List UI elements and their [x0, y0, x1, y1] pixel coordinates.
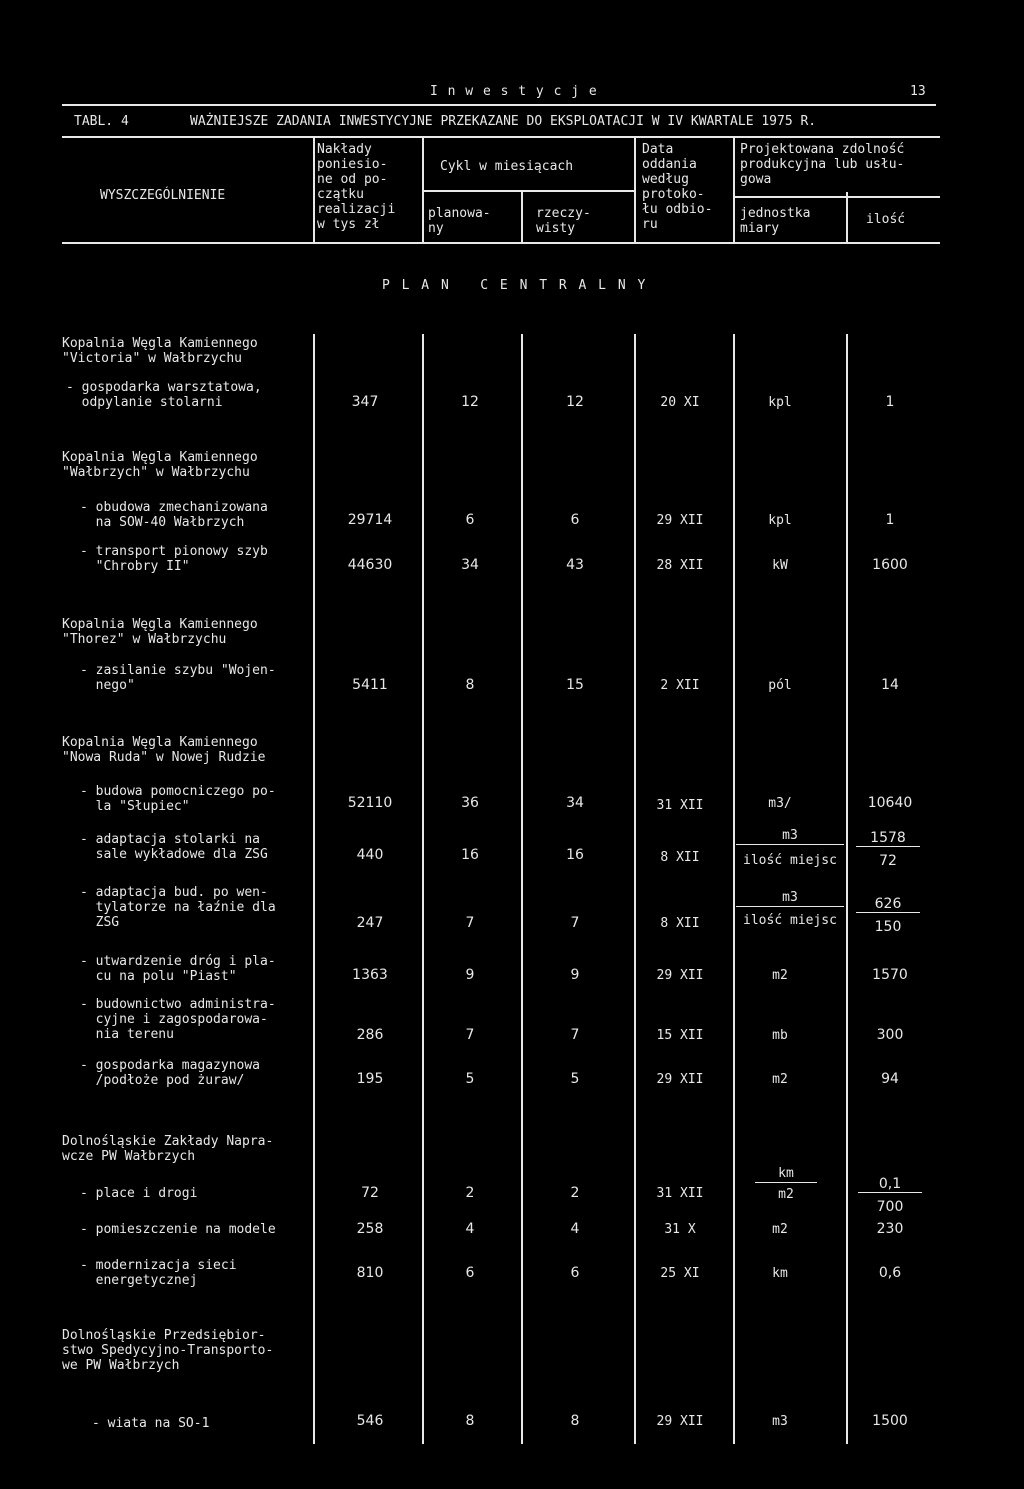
row-item: - obudowa zmechanizowana na SOW-40 Wałbrzych	[80, 500, 268, 530]
row-cost: 247	[356, 915, 384, 931]
group-heading: Dolnośląskie Przedsiębior- stwo Spedycyjno-Transporto- we PW Wałbrzych	[62, 1328, 274, 1373]
row-cycle-actual: 34	[566, 795, 584, 811]
header-subrule	[422, 190, 634, 192]
row-qty: 1570	[872, 967, 908, 983]
row-cycle-actual: 4	[570, 1221, 580, 1237]
row-cycle-actual: 16	[566, 847, 584, 863]
row-cycle-planned: 34	[461, 557, 479, 573]
row-date: 15 XII	[656, 1028, 704, 1043]
row-cost: 347	[351, 394, 379, 410]
col-header-qty: ilość	[866, 212, 906, 227]
row-item: - pomieszczenie na modele	[80, 1222, 276, 1237]
header-divider	[521, 192, 523, 242]
group-heading: Kopalnia Węgla Kamiennego "Nowa Ruda" w Nowej Rudzie	[62, 735, 266, 765]
row-date: 29 XII	[656, 1072, 704, 1087]
row-cost: 258	[356, 1221, 384, 1237]
row-cycle-actual: 6	[570, 512, 580, 528]
row-date: 29 XII	[656, 968, 704, 983]
row-cycle-actual: 43	[566, 557, 584, 573]
row-qty-bottom: 150	[874, 919, 902, 935]
row-cycle-actual: 7	[570, 1027, 580, 1043]
body-divider	[422, 334, 424, 1444]
col-header-cycle-planned: planowa- ny	[428, 206, 491, 236]
row-cycle-planned: 7	[465, 915, 475, 931]
row-item: - place i drogi	[80, 1186, 198, 1201]
row-qty-fraction	[856, 830, 920, 869]
row-qty: 1	[885, 394, 895, 410]
row-cycle-actual: 6	[570, 1265, 580, 1281]
row-unit: kpl	[768, 513, 792, 528]
row-unit-top: m3	[736, 828, 844, 845]
row-date: 29 XII	[656, 1414, 704, 1429]
page-number: 13	[910, 84, 926, 99]
row-cycle-planned: 36	[461, 795, 479, 811]
body-divider	[521, 334, 523, 1444]
row-cost: 1363	[352, 967, 388, 983]
row-unit: mb	[772, 1028, 788, 1043]
row-unit-top: m3	[736, 890, 844, 907]
row-qty-top: 1578	[856, 830, 920, 847]
row-item: - adaptacja bud. po wen- tylatorze na łaźnie dla ZSG	[80, 885, 276, 930]
row-cycle-actual: 12	[566, 394, 584, 410]
row-unit: kpl	[768, 395, 792, 410]
row-date: 29 XII	[656, 513, 704, 528]
row-cycle-planned: 9	[465, 967, 475, 983]
group-heading: Kopalnia Węgla Kamiennego "Thorez" w Wałbrzychu	[62, 617, 258, 647]
row-cycle-actual: 15	[566, 677, 584, 693]
group-heading: Kopalnia Węgla Kamiennego "Wałbrzych" w Wałbrzychu	[62, 450, 258, 480]
row-cycle-planned: 8	[465, 1413, 475, 1429]
row-qty: 230	[876, 1221, 904, 1237]
row-item: - gospodarka magazynowa /podłoże pod żuraw/	[80, 1058, 261, 1088]
row-qty-bottom: 72	[879, 853, 897, 869]
row-unit: m2	[772, 1072, 788, 1087]
row-date: 8 XII	[660, 916, 700, 931]
row-qty-bottom: 700	[876, 1199, 904, 1215]
col-header-capacity: Projektowana zdolność produkcyjna lub usłu- gowa	[740, 142, 905, 187]
row-item: - utwardzenie dróg i pla- cu na polu "Piast"	[80, 954, 276, 984]
row-unit: m3/	[768, 796, 792, 811]
row-cost: 546	[356, 1413, 384, 1429]
row-cycle-actual: 8	[570, 1413, 580, 1429]
row-cycle-planned: 6	[465, 1265, 475, 1281]
group-heading: Kopalnia Węgla Kamiennego "Victoria" w Wałbrzychu	[62, 336, 258, 366]
row-qty-top: 0,1	[858, 1176, 922, 1193]
row-qty: 300	[876, 1027, 904, 1043]
row-unit-fraction	[736, 828, 844, 869]
row-date: 20 XI	[660, 395, 700, 410]
row-cost: 72	[361, 1185, 379, 1201]
row-unit-bottom: ilość miejsc	[743, 913, 837, 928]
table-number: TABL. 4	[74, 114, 129, 129]
row-cycle-actual: 9	[570, 967, 580, 983]
header-top-rule	[62, 136, 940, 138]
row-item: - modernizacja sieci energetycznej	[80, 1258, 237, 1288]
row-item: - zasilanie szybu "Wojen- nego"	[80, 663, 276, 693]
col-header-unit: jednostka miary	[740, 206, 811, 236]
row-cost: 29714	[347, 512, 393, 528]
row-qty-top: 626	[856, 896, 920, 913]
row-item: - gospodarka warsztatowa, odpylanie stolarni	[66, 380, 262, 410]
row-unit: m2	[772, 1222, 788, 1237]
header-subrule	[733, 196, 940, 198]
col-header-item: WYSZCZEGÓLNIENIE	[100, 188, 226, 203]
row-unit-fraction	[755, 1166, 817, 1203]
col-header-cycle-actual: rzeczy- wisty	[536, 206, 591, 236]
row-unit: m3	[772, 1414, 788, 1429]
row-item: - budowa pomocniczego po- la "Słupiec"	[80, 784, 276, 814]
row-unit: m2	[772, 968, 788, 983]
row-qty: 94	[881, 1071, 899, 1087]
row-unit-bottom: m2	[778, 1187, 794, 1202]
row-item: - budownictwo administra- cyjne i zagospodarowa- nia terenu	[80, 997, 276, 1042]
row-cycle-planned: 7	[465, 1027, 475, 1043]
row-qty: 1600	[872, 557, 908, 573]
top-rule	[62, 104, 936, 106]
row-cycle-planned: 12	[461, 394, 479, 410]
header-bottom-rule	[62, 242, 940, 244]
table-title: WAŻNIEJSZE ZADANIA INWESTYCYJNE PRZEKAZANE DO EKSPLOATACJI W IV KWARTALE 1975 R.	[190, 114, 817, 129]
body-divider	[846, 334, 848, 1444]
header-divider	[733, 138, 735, 242]
row-qty: 1	[885, 512, 895, 528]
row-cycle-planned: 6	[465, 512, 475, 528]
row-cycle-planned: 2	[465, 1185, 475, 1201]
row-date: 28 XII	[656, 558, 704, 573]
row-cycle-actual: 7	[570, 915, 580, 931]
col-header-date: Data oddania według protoko- łu odbio- ru	[642, 142, 713, 232]
row-cost: 440	[356, 847, 384, 863]
row-cost: 52110	[347, 795, 393, 811]
row-cost: 5411	[352, 677, 388, 693]
row-qty: 14	[881, 677, 899, 693]
header-divider	[313, 138, 315, 242]
row-qty-fraction	[858, 1176, 922, 1215]
row-date: 31 X	[664, 1222, 696, 1237]
row-cycle-actual: 5	[570, 1071, 580, 1087]
row-cycle-planned: 8	[465, 677, 475, 693]
row-item: - adaptacja stolarki na sale wykładowe dla ZSG	[80, 832, 268, 862]
row-cycle-planned: 16	[461, 847, 479, 863]
row-qty: 10640	[867, 795, 913, 811]
row-unit: kW	[772, 558, 788, 573]
row-unit-fraction	[736, 890, 844, 929]
row-qty-fraction	[856, 896, 920, 935]
row-cost: 44630	[347, 557, 393, 573]
header-divider	[846, 192, 848, 242]
col-header-cycle: Cykl w miesiącach	[440, 159, 574, 174]
body-divider	[313, 334, 315, 1444]
row-qty: 1500	[872, 1413, 908, 1429]
row-cost: 195	[356, 1071, 384, 1087]
row-date: 8 XII	[660, 850, 700, 865]
row-date: 31 XII	[656, 1186, 704, 1201]
row-unit: pól	[768, 678, 792, 693]
body-divider	[634, 334, 636, 1444]
header-divider	[634, 138, 636, 242]
row-cost: 810	[356, 1265, 384, 1281]
row-unit: km	[772, 1266, 788, 1281]
row-unit-bottom: ilość miejsc	[743, 853, 837, 868]
row-cycle-planned: 5	[465, 1071, 475, 1087]
row-item: - wiata na SO-1	[92, 1416, 210, 1431]
row-item: - transport pionowy szyb "Chrobry II"	[80, 544, 268, 574]
section-title: P L A N C E N T R A L N Y	[382, 278, 648, 293]
row-date: 2 XII	[660, 678, 700, 693]
running-title: I n w e s t y c j e	[430, 84, 598, 99]
row-unit-top: km	[755, 1166, 817, 1183]
row-cost: 286	[356, 1027, 384, 1043]
row-date: 25 XI	[660, 1266, 700, 1281]
row-date: 31 XII	[656, 798, 704, 813]
row-cycle-actual: 2	[570, 1185, 580, 1201]
row-qty: 0,6	[878, 1265, 902, 1281]
group-heading: Dolnośląskie Zakłady Napra- wcze PW Wałbrzych	[62, 1134, 274, 1164]
row-cycle-planned: 4	[465, 1221, 475, 1237]
col-header-costs: Nakłady poniesio- ne od po- czątku realizacji w tys zł	[317, 142, 396, 232]
body-divider	[733, 334, 735, 1444]
